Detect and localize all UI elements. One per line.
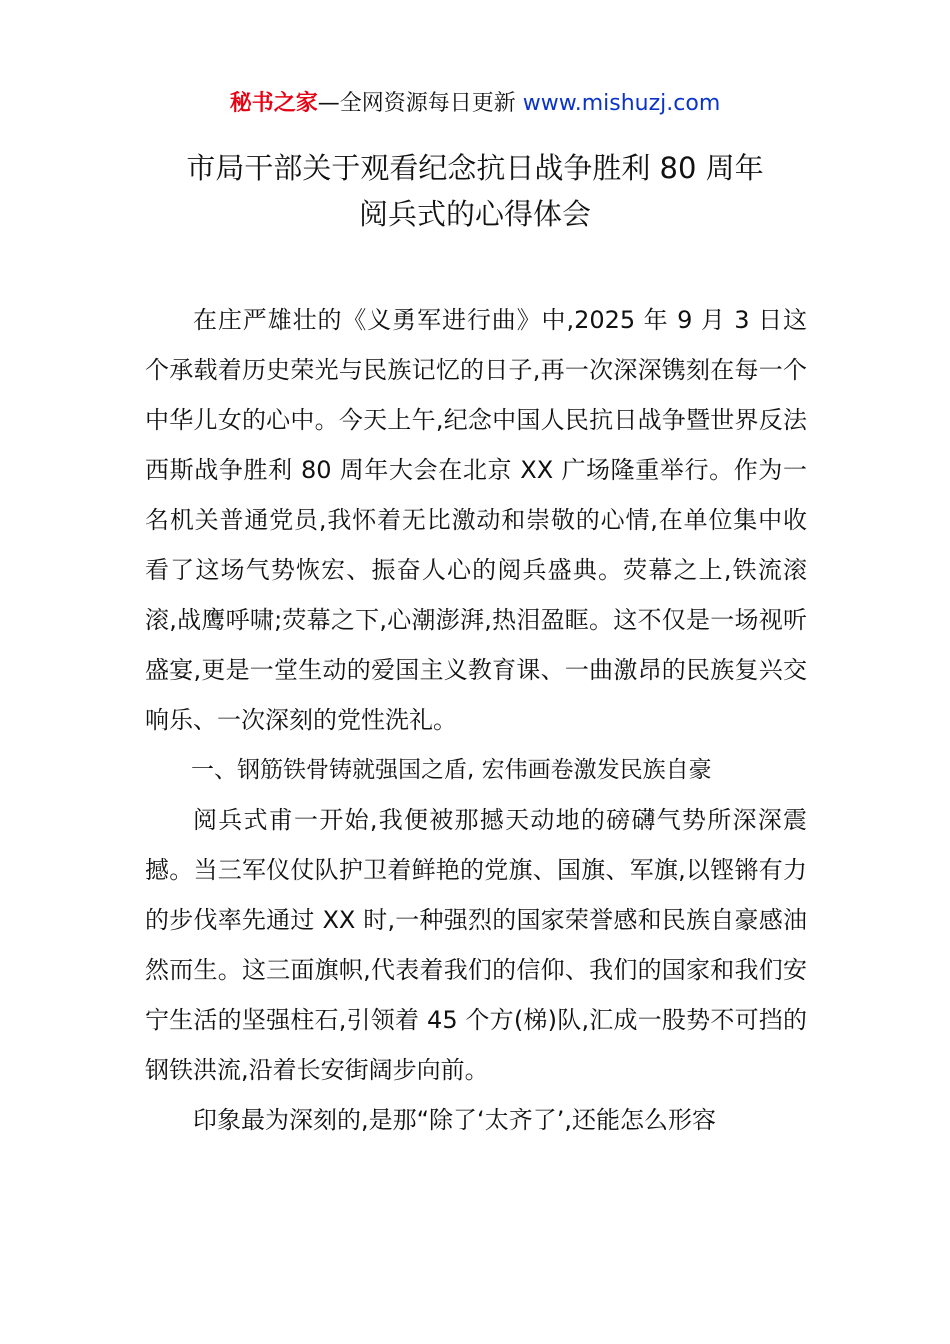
brand-name: 秘书之家 <box>229 91 318 116</box>
title-line-2: 阅兵式的心得体会 <box>358 197 591 231</box>
site-url[interactable]: www.mishuzj.com <box>522 91 721 116</box>
site-slogan: —全网资源每日更新 <box>317 91 523 116</box>
document-body <box>145 295 807 1145</box>
paragraph-section-1-continued: 印象最为深刻的,是那“除了‘太齐了’,还能怎么形容 <box>193 1106 716 1134</box>
paragraph-intro: 在庄严雄壮的《义勇军进行曲》中,2025 年 9 月 3 日这个承载着历史荣光与民族记忆的日子,再一次深深镌刻在每一个中华儿女的心中。今天上午,纪念中国人民抗日战争暨世界反法西斯战争胜利 80 周年大会在北京 XX 广场隆重举行。作为一名机关普通党员,我怀着无比激动和崇敬的心情,在单位集中收看了这场气势恢宏、振奋人心的阅兵盛典。荧幕之上,铁流滚滚,战鹰呼啸;荧幕之下,心潮澎湃,热泪盈眶。这不仅是一场视听盛宴,更是一堂生动的爱国主义教育课、一曲激昂的民族复兴交响乐、一次深刻的党性洗礼。 <box>145 306 807 734</box>
site-header <box>0 88 950 120</box>
title-line-1: 市局干部关于观看纪念抗日战争胜利 80 周年 <box>186 151 764 185</box>
document-title <box>0 145 950 237</box>
section-heading-1: 一、钢筋铁骨铸就强国之盾, 宏伟画卷激发民族自豪 <box>191 757 712 783</box>
paragraph-section-1: 阅兵式甫一开始,我便被那撼天动地的磅礴气势所深深震撼。当三军仪仗队护卫着鲜艳的党旗、国旗、军旗,以铿锵有力的步伐率先通过 XX 时,一种强烈的国家荣誉感和民族自豪感油然而生。这三面旗帜,代表着我们的信仰、我们的国家和我们安宁生活的坚强柱石,引领着 45 个方(梯)队,汇成一股势不可挡的钢铁洪流,沿着长安街阔步向前。 <box>145 806 807 1084</box>
